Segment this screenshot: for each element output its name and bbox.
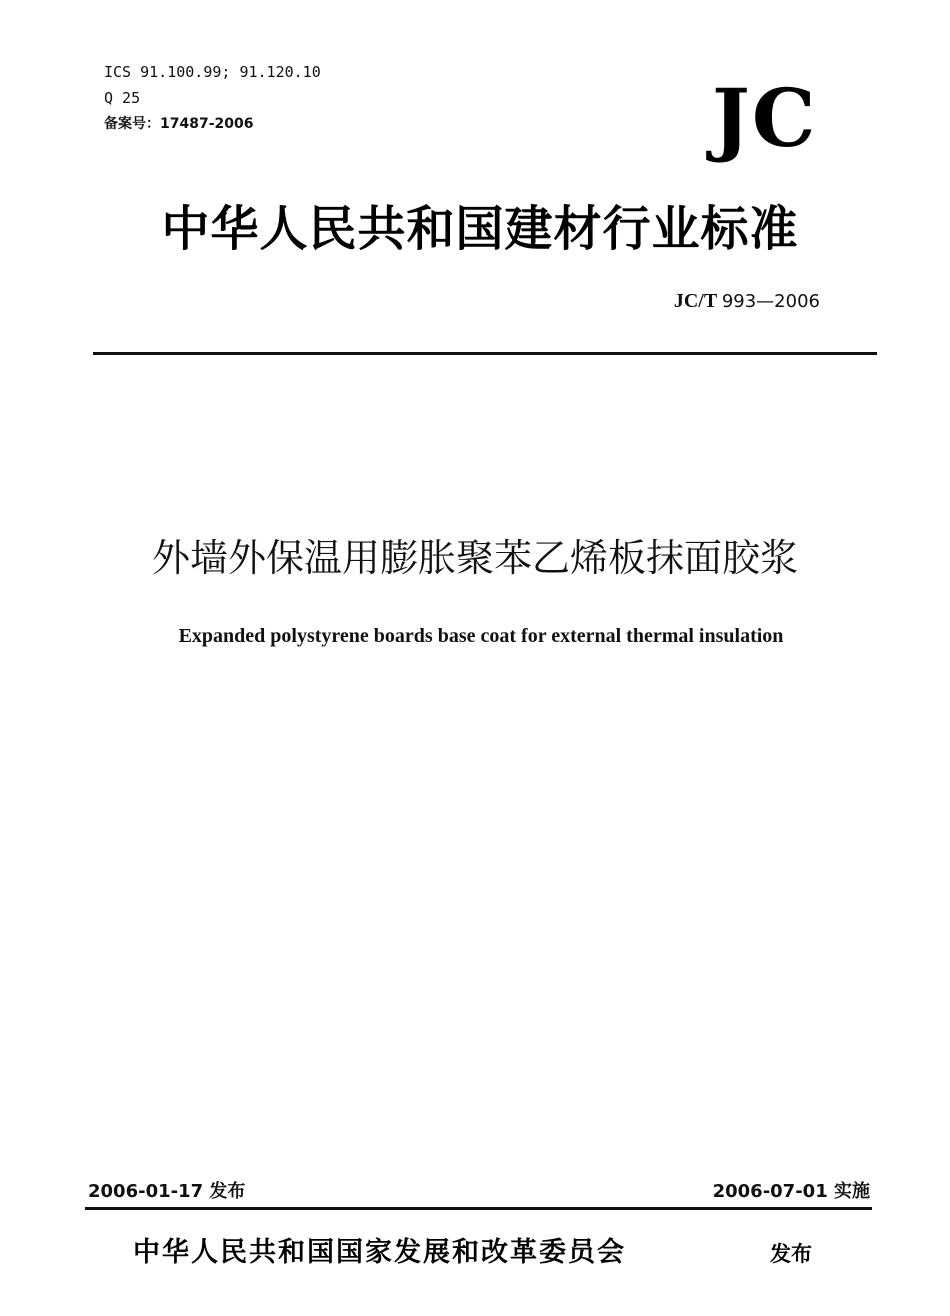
standard-number-prefix: JC/T [673, 290, 717, 312]
standard-number-value: 993—2006 [721, 291, 820, 312]
document-title-chinese: 外墙外保温用膨胀聚苯乙烯板抹面胶浆 [151, 536, 798, 580]
ics-code: ICS 91.100.99; 91.120.10 [104, 63, 321, 81]
classification-code: Q 25 [104, 89, 141, 107]
jc-logo: JC [712, 71, 818, 165]
industry-standard-title: 中华人民共和国建材行业标准 [161, 201, 799, 257]
bottom-divider [85, 1207, 872, 1210]
top-divider [93, 352, 877, 355]
implementation-date: 2006-07-01 实施 [712, 1181, 870, 1202]
document-title-english: Expanded polystyrene boards base coat for external thermal insulation [178, 625, 784, 647]
record-number: 备案号：17487-2006 [104, 116, 254, 132]
publisher-name: 中华人民共和国国家发展和改革委员会 [133, 1237, 626, 1268]
issue-date: 2006-01-17 发布 [88, 1181, 246, 1202]
standard-number [674, 289, 820, 314]
publisher-action: 发布 [770, 1242, 812, 1266]
